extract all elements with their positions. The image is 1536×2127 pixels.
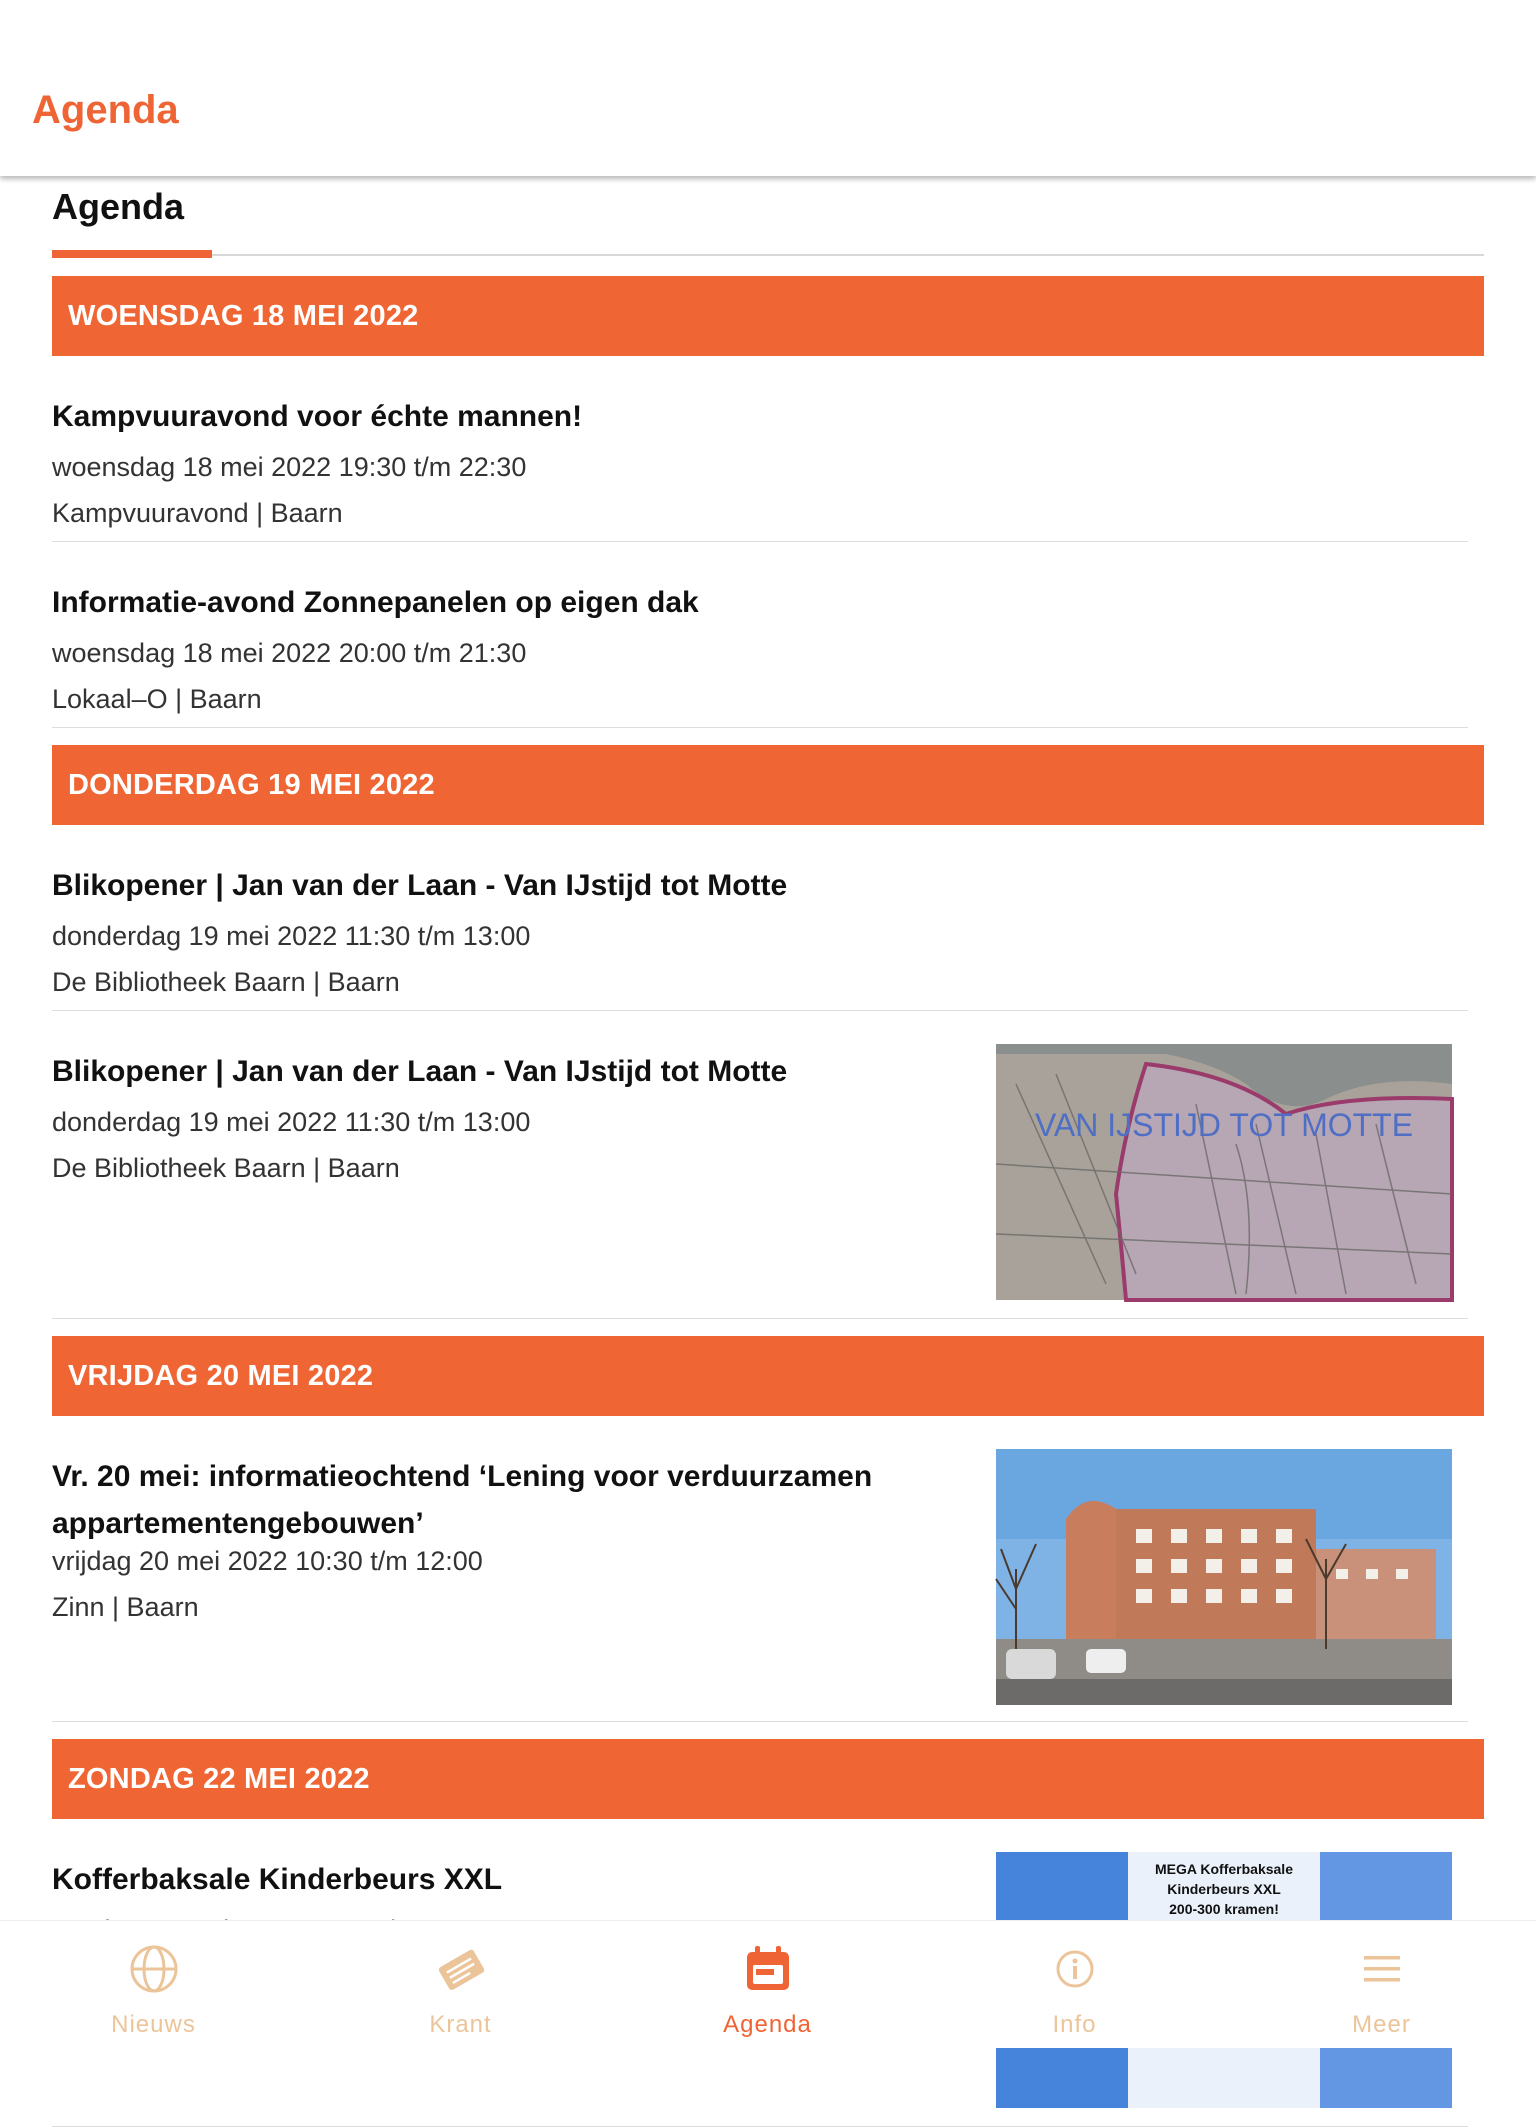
tabbar-label: Nieuws bbox=[111, 2011, 196, 2038]
event-title: Kofferbaksale Kinderbeurs XXL bbox=[52, 1863, 503, 1896]
tab-label: Agenda bbox=[52, 186, 185, 227]
tab-active-indicator bbox=[52, 250, 212, 258]
flyer-line-1: MEGA Kofferbaksale bbox=[1155, 1861, 1293, 1877]
building-photo bbox=[996, 1449, 1452, 1705]
date-section bbox=[52, 745, 1484, 1319]
event-title: Informatie-avond Zonnepanelen op eigen dak bbox=[52, 586, 699, 619]
tabbar-label: Meer bbox=[1352, 2011, 1411, 2038]
event-title: Kampvuuravond voor échte mannen! bbox=[52, 400, 583, 433]
flyer-line-3: 200-300 kramen! bbox=[1169, 1901, 1279, 1917]
app-bar bbox=[0, 0, 1536, 176]
tabbar-item-agenda[interactable] bbox=[614, 1921, 921, 2049]
menu-icon bbox=[1356, 1943, 1408, 1995]
bottom-tab-bar bbox=[0, 1920, 1536, 2048]
info-icon bbox=[1049, 1943, 1101, 1995]
segment-tabs bbox=[52, 178, 1484, 256]
agenda-list[interactable] bbox=[52, 276, 1484, 1920]
newspaper-icon bbox=[435, 1943, 487, 1995]
tabbar-label: Krant bbox=[429, 2011, 492, 2038]
event-datetime: vrijdag 20 mei 2022 10:30 t/m 12:00 bbox=[52, 1546, 483, 1576]
date-header: DONDERDAG 19 MEI 2022 bbox=[52, 745, 1484, 825]
event-location: Kampvuuravond | Baarn bbox=[52, 498, 343, 528]
tabbar-item-info[interactable] bbox=[921, 1921, 1228, 2049]
globe-icon bbox=[128, 1943, 180, 1995]
app-title: Agenda bbox=[32, 88, 179, 132]
date-section bbox=[52, 276, 1484, 728]
calendar-icon bbox=[742, 1943, 794, 1995]
event-location: De Bibliotheek Baarn | Baarn bbox=[52, 967, 400, 997]
event-thumbnail-map[interactable] bbox=[996, 1044, 1452, 1300]
tabbar-item-nieuws[interactable] bbox=[0, 1921, 307, 2049]
event-thumbnail-building[interactable] bbox=[996, 1449, 1452, 1705]
event-item[interactable] bbox=[52, 825, 1468, 1011]
event-location: Zinn | Baarn bbox=[52, 1592, 199, 1622]
flyer-line-2: Kinderbeurs XXL bbox=[1167, 1881, 1281, 1897]
tabbar-label: Info bbox=[1052, 2011, 1097, 2038]
event-title: Blikopener | Jan van der Laan - Van IJstijd tot Motte bbox=[52, 1055, 788, 1088]
event-location: De Bibliotheek Baarn | Baarn bbox=[52, 1153, 400, 1183]
event-item[interactable] bbox=[52, 356, 1468, 542]
event-datetime: woensdag 18 mei 2022 19:30 t/m 22:30 bbox=[52, 452, 527, 482]
event-title: Vr. 20 mei: informatieochtend ‘Lening voor verduurzamen appartementengebouwen’ bbox=[52, 1460, 873, 1540]
tabbar-item-krant[interactable] bbox=[307, 1921, 614, 2049]
event-location: Lokaal–O | Baarn bbox=[52, 684, 262, 714]
tabbar-item-meer[interactable] bbox=[1228, 1921, 1535, 2049]
map-image-caption: VAN IJSTIJD TOT MOTTE bbox=[1034, 1107, 1414, 1143]
event-title: Blikopener | Jan van der Laan - Van IJstijd tot Motte bbox=[52, 869, 788, 902]
event-datetime: donderdag 19 mei 2022 11:30 t/m 13:00 bbox=[52, 921, 531, 951]
date-header: ZONDAG 22 MEI 2022 bbox=[52, 1739, 1484, 1819]
event-item[interactable] bbox=[52, 542, 1468, 728]
event-datetime: donderdag 19 mei 2022 11:30 t/m 13:00 bbox=[52, 1107, 531, 1137]
tabbar-label: Agenda bbox=[723, 2011, 812, 2038]
event-item[interactable] bbox=[52, 1416, 1468, 1722]
event-item[interactable] bbox=[52, 1011, 1468, 1319]
event-datetime: woensdag 18 mei 2022 20:00 t/m 21:30 bbox=[52, 638, 527, 668]
date-section bbox=[52, 1336, 1484, 1722]
date-header: VRIJDAG 20 MEI 2022 bbox=[52, 1336, 1484, 1416]
map-image bbox=[996, 1044, 1452, 1300]
date-header: WOENSDAG 18 MEI 2022 bbox=[52, 276, 1484, 356]
tab-agenda[interactable] bbox=[52, 178, 212, 256]
